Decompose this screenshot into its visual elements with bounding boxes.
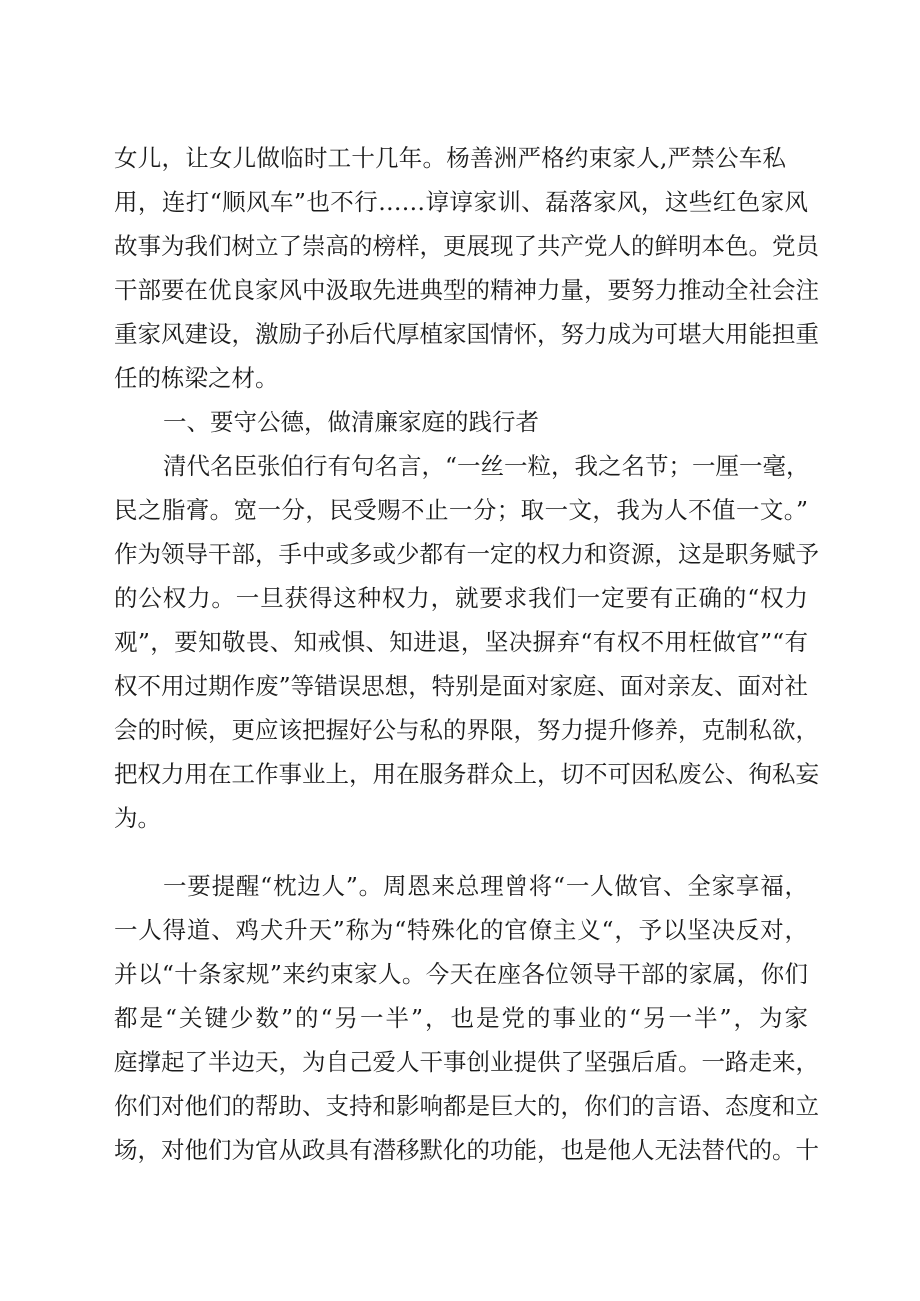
- text-line: 用，连打“顺风车”也不行……谆谆家训、磊落家风，这些红色家风: [114, 188, 808, 216]
- text-line: 为。: [114, 804, 161, 832]
- text-line: 观”，要知敬畏、知戒惧、知进退，坚决摒弃“有权不用枉做官”“有: [114, 628, 808, 656]
- text-line: 场，对他们为官从政具有潜移默化的功能，也是他人无法替代的。十: [114, 1136, 819, 1164]
- text-line: 并以“十条家规”来约束家人。今天在座各位领导干部的家属，你们: [114, 960, 808, 988]
- text-line: 清代名臣张伯行有句名言，“一丝一粒，我之名节；一厘一毫，: [163, 452, 810, 480]
- section-heading: 一、要守公德，做清廉家庭的践行者: [163, 408, 539, 436]
- text-line: 故事为我们树立了崇高的榜样，更展现了共产党人的鲜明本色。党员: [114, 232, 819, 260]
- text-line: 权不用过期作废”等错误思想，特别是面对家庭、面对亲友、面对社: [114, 672, 808, 700]
- text-line: 民之脂膏。宽一分，民受赐不止一分；取一文，我为人不值一文。”: [114, 496, 808, 524]
- text-line: 干部要在优良家风中汲取先进典型的精神力量，要努力推动全社会注: [114, 276, 819, 304]
- text-line: 庭撑起了半边天，为自己爱人干事创业提供了坚强后盾。一路走来，: [114, 1048, 819, 1076]
- text-line: 女儿，让女儿做临时工十几年。杨善洲严格约束家人,严禁公车私: [114, 144, 786, 172]
- text-line: 重家风建设，激励子孙后代厚植家国情怀，努力成为可堪大用能担重: [114, 320, 819, 348]
- text-line: 作为领导干部，手中或多或少都有一定的权力和资源，这是职务赋予: [114, 540, 819, 568]
- text-line: 都是“关键少数”的“另一半”，也是党的事业的“另一半”，为家: [114, 1004, 808, 1032]
- text-line: 一要提醒“枕边人”。周恩来总理曾将“一人做官、全家享福，: [163, 872, 808, 900]
- text-line: 你们对他们的帮助、支持和影响都是巨大的，你们的言语、态度和立: [114, 1092, 819, 1120]
- text-line: 的公权力。一旦获得这种权力，就要求我们一定要有正确的“权力: [114, 584, 808, 612]
- text-line: 把权力用在工作事业上，用在服务群众上，切不可因私废公、徇私妄: [114, 760, 819, 788]
- text-line: 任的栋梁之材。: [114, 364, 279, 392]
- text-line: 会的时候，更应该把握好公与私的界限，努力提升修养，克制私欲，: [114, 716, 819, 744]
- text-line: 一人得道、鸡犬升天”称为“特殊化的官僚主义“，予以坚决反对，: [114, 916, 808, 944]
